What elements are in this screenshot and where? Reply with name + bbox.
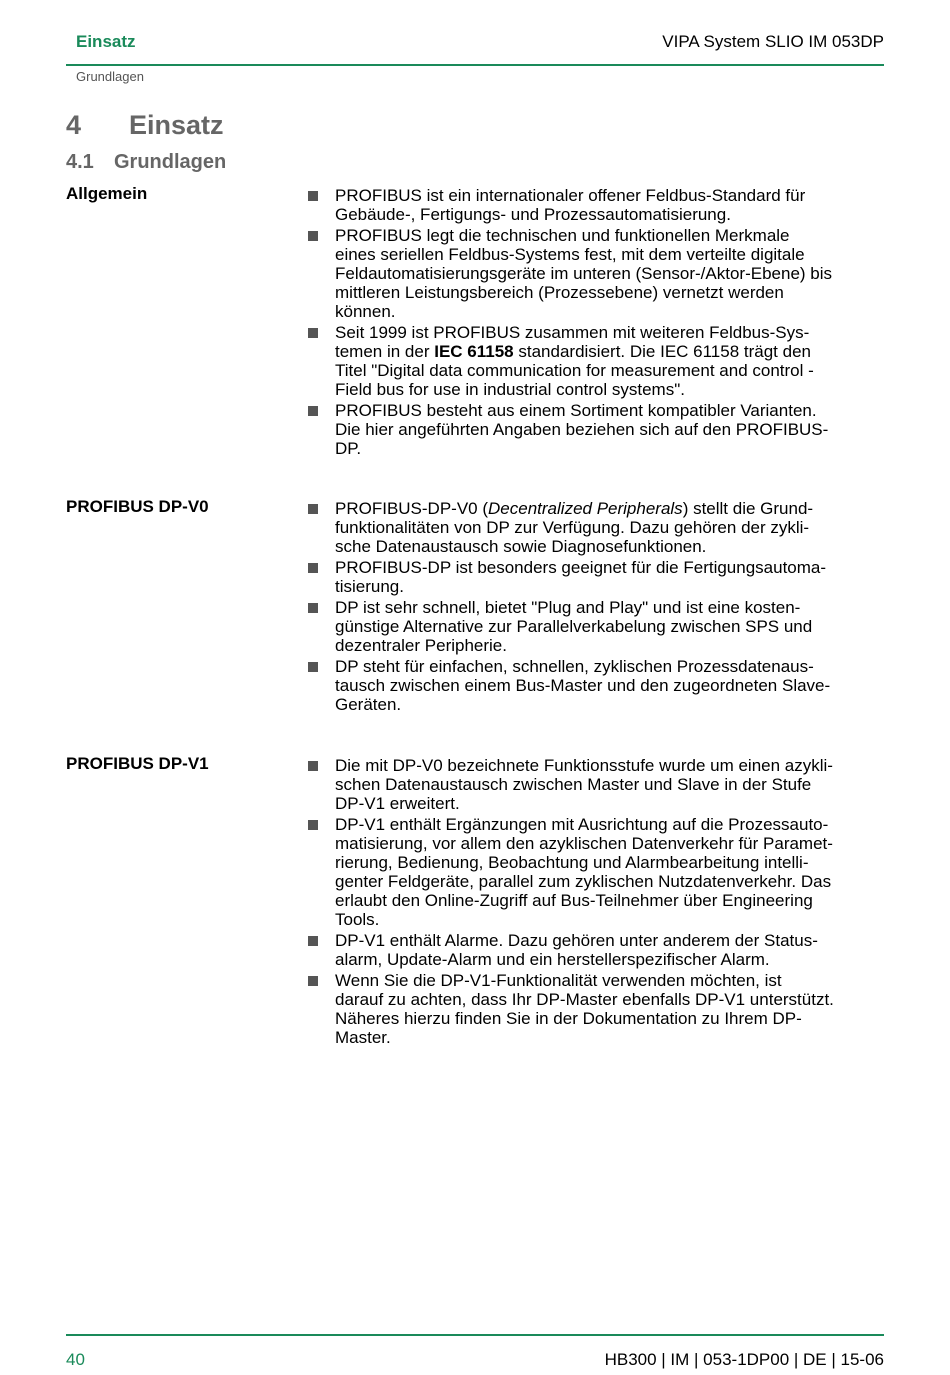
square-bullet-icon <box>308 603 318 613</box>
square-bullet-icon <box>308 504 318 514</box>
square-bullet-icon <box>308 936 318 946</box>
header-subsection: Grundlagen <box>76 69 144 84</box>
chapter-heading <box>66 110 224 141</box>
section-title: Grundlagen <box>114 151 227 173</box>
section-label: PROFIBUS DP-V0 <box>66 497 209 516</box>
list-item: PROFIBUS-DP-V0 (Decentralized Peripherals) stellt die Grund- funktionalitäten von DP zur Verfügung. Dazu gehören der zykli- sche Datenaustausch sowie Diagnosefunktionen. <box>307 499 885 556</box>
list-item: PROFIBUS-DP ist besonders geeignet für die Fertigungsautoma- tisierung. <box>307 558 885 596</box>
square-bullet-icon <box>308 976 318 986</box>
list-item: Die mit DP-V0 bezeichnete Funktionsstufe wurde um einen azykli- schen Datenaustausch zwischen Master und Slave in der Stufe DP-V1 erweitert. <box>307 756 885 813</box>
list-item: DP steht für einfachen, schnellen, zyklischen Prozessdatenaus- tausch zwischen einem Bus-Master und den zugeordneten Slave- Geräten. <box>307 657 885 714</box>
chapter-title: Einsatz <box>129 110 224 140</box>
list-item: Wenn Sie die DP-V1-Funktionalität verwenden möchten, ist darauf zu achten, dass Ihr DP-Master ebenfalls DP-V1 unterstützt. Näheres hierzu finden Sie in der Dokumentation zu Ihrem DP- Master. <box>307 971 885 1047</box>
section-label: Allgemein <box>66 184 148 203</box>
emphasis-term: Decentralized Peripherals <box>488 499 683 518</box>
bullet-list <box>307 186 885 460</box>
square-bullet-icon <box>308 231 318 241</box>
footer-divider <box>66 1334 884 1336</box>
bullet-list <box>307 499 885 716</box>
page-number: 40 <box>66 1350 85 1369</box>
section-number: 4.1 <box>66 151 94 173</box>
square-bullet-icon <box>308 761 318 771</box>
list-item: PROFIBUS besteht aus einem Sortiment kompatibler Varianten. Die hier angeführten Angaben beziehen sich auf den PROFIBUS- DP. <box>307 401 885 458</box>
square-bullet-icon <box>308 191 318 201</box>
square-bullet-icon <box>308 662 318 672</box>
list-item: DP-V1 enthält Ergänzungen mit Ausrichtung auf die Prozessauto- matisierung, vor allem den azyklischen Datenverkehr für Paramet- rierung, Bedienung, Beobachtung und Alarmbearbeitung intelli- genter Feldgeräte, parallel zum zyklischen Nutzdatenverkehr. Das erlaubt den Online-Zugriff auf Bus-Teilnehmer über Engineering Tools. <box>307 815 885 929</box>
chapter-number: 4 <box>66 110 82 140</box>
header-section-title: Einsatz <box>76 32 136 51</box>
square-bullet-icon <box>308 563 318 573</box>
header-product-title: VIPA System SLIO IM 053DP <box>662 32 884 51</box>
list-item: DP ist sehr schnell, bietet "Plug and Play" und ist eine kosten- günstige Alternative zur Parallelverkabelung zwischen SPS und dezentraler Peripherie. <box>307 598 885 655</box>
list-item: DP-V1 enthält Alarme. Dazu gehören unter anderem der Status- alarm, Update-Alarm und ein herstellerspezifischer Alarm. <box>307 931 885 969</box>
header-divider <box>66 64 884 66</box>
bullet-list <box>307 756 885 1049</box>
document-id: HB300 | IM | 053-1DP00 | DE | 15-06 <box>604 1350 884 1369</box>
section-heading <box>66 151 226 174</box>
standard-name: IEC 61158 <box>434 342 514 361</box>
list-item: PROFIBUS legt die technischen und funktionellen Merkmale eines seriellen Feldbus-Systems fest, mit dem verteilte digitale Feldautomatisierungsgeräte im unteren (Sensor-/Aktor-Ebene) bis mittleren Leistungsbereich (Prozessebene) vernetzt werden können. <box>307 226 885 321</box>
square-bullet-icon <box>308 406 318 416</box>
square-bullet-icon <box>308 328 318 338</box>
list-item: Seit 1999 ist PROFIBUS zusammen mit weiteren Feldbus-Sys- temen in der IEC 61158 standardisiert. Die IEC 61158 trägt den Titel "Digital data communication for measurement and control - Field bus for use in industrial control systems". <box>307 323 885 399</box>
section-label: PROFIBUS DP-V1 <box>66 754 209 773</box>
list-item: PROFIBUS ist ein internationaler offener Feldbus-Standard für Gebäude-, Fertigungs- und Prozessautomatisierung. <box>307 186 885 224</box>
square-bullet-icon <box>308 820 318 830</box>
